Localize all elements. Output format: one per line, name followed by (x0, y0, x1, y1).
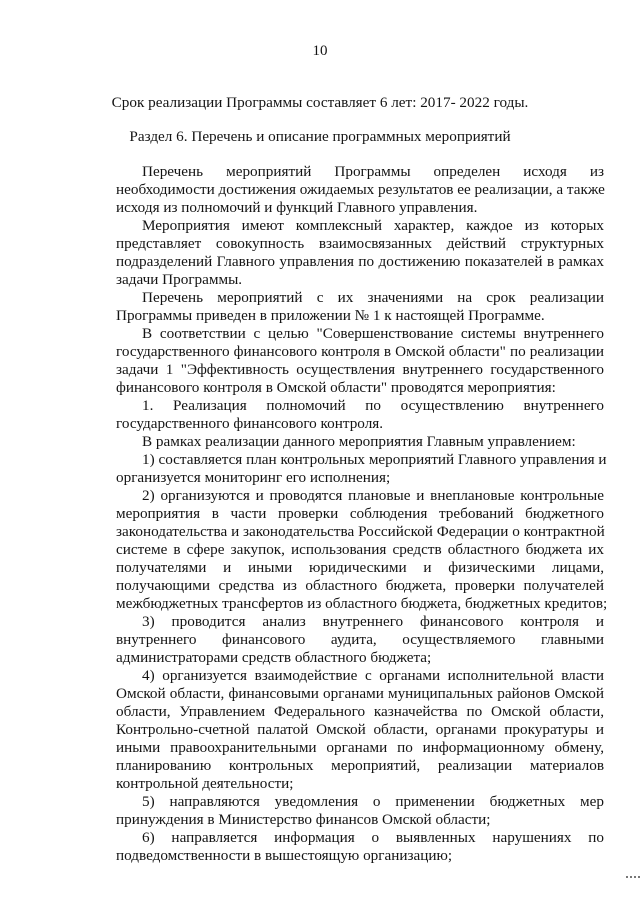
text-line: 2) организуются и проводятся плановые и внеплановые контрольные (142, 487, 604, 504)
text-line: контрольной деятельности; (116, 775, 294, 792)
text-line: Контрольно-счетной палатой Омской области, органами прокуратуры и (116, 721, 604, 738)
text-line: Программы приведен в приложении № 1 к настоящей Программе. (116, 307, 545, 324)
text-line: 1. Реализация полномочий по осуществлению внутреннего (142, 397, 604, 414)
text-line: 6) направляется информация о выявленных нарушениях по (142, 829, 604, 846)
section-title: Раздел 6. Перечень и описание программных мероприятий (129, 128, 511, 145)
text-line: задачи Программы. (116, 271, 243, 288)
text-line: иными правоохранительными органами по информационному обмену, (116, 739, 604, 756)
text-line: Перечень мероприятий Программы определен исходя из (142, 163, 604, 180)
text-line: Мероприятия имеют комплексный характер, каждое из которых (142, 217, 604, 234)
text-line: В рамках реализации данного мероприятия Главным управлением: (142, 433, 576, 450)
text-line: необходимости достижения ожидаемых результатов ее реализации, а также (116, 181, 605, 198)
text-line: государственного финансового контроля. (116, 415, 384, 432)
text-line: подведомственности в вышестоящую организацию; (116, 847, 453, 864)
scan-edge-mark (626, 876, 640, 882)
text-line: принуждения в Министерство финансов Омской области; (116, 811, 491, 828)
text-line: внутреннего финансового аудита, осуществляемого главными (116, 631, 604, 648)
program-term-line: Срок реализации Программы составляет 6 лет: 2017- 2022 годы. (111, 94, 529, 111)
text-line: В соответствии с целью "Совершенствование системы внутреннего (142, 325, 604, 342)
page-number: 10 (312, 43, 328, 59)
text-line: государственного финансового контроля в Омской области" по реализации (116, 343, 604, 360)
text-line: получающими средства из областного бюджета, проверки получателей (116, 577, 604, 594)
text-line: области, Управлением Федерального казначейства по Омской области, (116, 703, 604, 720)
text-line: законодательства и законодательства Российской Федерации о контрактной (116, 523, 605, 540)
text-line: задачи 1 "Эффективность осуществления внутреннего государственного (116, 361, 604, 378)
text-line: Перечень мероприятий с их значениями на срок реализации (142, 289, 604, 306)
text-line: мероприятия в части проверки соблюдения требований бюджетного (116, 505, 604, 522)
text-line: финансового контроля в Омской области" проводятся мероприятия: (116, 379, 556, 396)
text-line: 4) организуется взаимодействие с органами исполнительной власти (142, 667, 604, 684)
text-line: 5) направляются уведомления о применении бюджетных мер (142, 793, 604, 810)
text-line: организуется мониторинг его исполнения; (116, 469, 391, 486)
text-line: подразделений Главного управления по достижению показателей в рамках (116, 253, 604, 270)
text-line: 1) составляется план контрольных мероприятий Главного управления и (142, 451, 607, 468)
text-line: исходя из полномочий и функций Главного управления. (116, 199, 478, 216)
text-line: представляет совокупность взаимосвязанных действий структурных (116, 235, 604, 252)
text-line: получателями и иными юридическими и физическими лицами, (116, 559, 604, 576)
text-line: межбюджетных трансфертов из областного бюджета, бюджетных кредитов; (116, 595, 608, 612)
text-line: 3) проводится анализ внутреннего финансового контроля и (142, 613, 604, 630)
text-line: администраторами средств областного бюджета; (116, 649, 432, 666)
text-line: системе в сфере закупок, использования средств областного бюджета их (116, 541, 604, 558)
text-line: планированию контрольных мероприятий, реализации материалов (116, 757, 604, 774)
text-line: Омской области, финансовыми органами муниципальных районов Омской (116, 685, 604, 702)
